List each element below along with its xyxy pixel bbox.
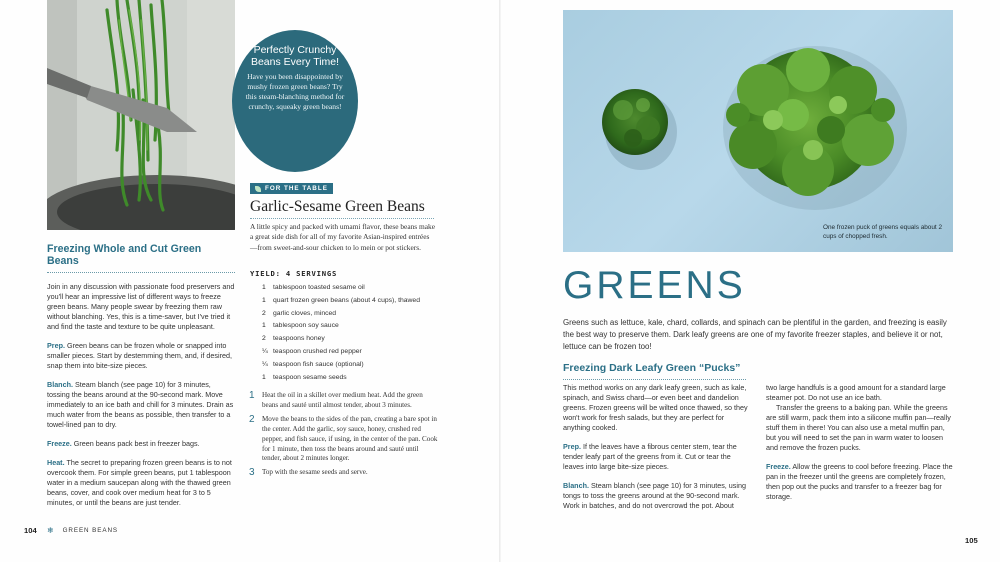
page-number-right: 105 <box>965 536 978 545</box>
tag-label: FOR THE TABLE <box>265 185 328 192</box>
recipe-step <box>249 391 439 411</box>
recipe-title: Garlic-Sesame Green Beans <box>250 198 425 215</box>
greens-pucks-illustration <box>563 10 953 252</box>
callout-body: Have you been disappointed by mushy frozen green beans? Try this steam-blanching method for crunchy, squeaky green beans! <box>245 72 345 111</box>
paragraph <box>47 439 235 449</box>
recipe-divider <box>250 218 434 219</box>
paragraph-text: This method works on any dark leafy green, such as kale, spinach, and Swiss chard—or even beet and dandelion greens. Frozen greens will be wilted once thawed, so they won't work for fresh salads, but they are perfect for anything cooked. <box>563 383 748 432</box>
recipe-steps <box>249 391 439 478</box>
ingredient-item: teaspoon crushed red pepper <box>273 347 362 355</box>
ingredient-qty: 1 <box>262 284 266 291</box>
frozen-greens-photo <box>563 10 953 252</box>
ingredient <box>262 308 442 321</box>
paragraph <box>766 462 954 502</box>
paragraph-text: Join in any discussion with passionate food preservers and you'll hear an impressive list of different ways to freeze green beans. Many people swear by freezing them raw without blanching. Yes, this is a time-saver, but I've tried it and find the taste and texture to be quite unpleasant. <box>47 282 235 331</box>
ingredient-list <box>262 282 442 384</box>
paragraph-lead: Prep. <box>47 341 65 350</box>
paragraph-text: The secret to preparing frozen green beans is to not overcook them. For simple green beans, put 1 tablespoon water in a medium saucepan along with the thawed green beans, cover, and cook over medium heat for 3 to 5 minutes, or until the beans are just tender. <box>47 458 232 507</box>
step-text: Heat the oil in a skillet over medium heat. Add the green beans and sauté until almost tender, about 3 minutes. <box>262 391 423 409</box>
page-gutter <box>499 0 501 562</box>
paragraph-lead: Heat. <box>47 458 65 467</box>
leaf-icon <box>255 186 261 192</box>
paragraph-text: Steam blanch (see page 10) for 3 minutes, using tongs to toss the greens around at the 90-second mark. Work in batches, and do not overcrowd the pot. About <box>563 481 746 510</box>
right-column-1 <box>563 383 751 511</box>
ingredient <box>262 346 442 359</box>
running-head <box>47 526 118 535</box>
paragraph-text: Green beans can be frozen whole or snapped into smaller pieces. Start by destemming them, and, if desired, snap them into bite-size pieces. <box>47 341 232 370</box>
step-number: 3 <box>249 467 255 479</box>
ingredient-item: teaspoons honey <box>273 335 325 343</box>
paragraph-text: Steam blanch (see page 10) for 3 minutes, tossing the beans around at the 90-second mark. Move immediately to an ice bath and chill for 3 minutes. Drain as much water from the beans as possible, then transfer to a towel-lined pan to dry. <box>47 380 234 429</box>
chapter-title: GREENS <box>563 264 746 307</box>
paragraph <box>563 383 751 433</box>
photo-caption: One frozen puck of greens equals about 2 cups of chopped fresh. <box>823 224 943 240</box>
ingredient-qty: 2 <box>262 335 266 343</box>
right-column-2 <box>766 383 954 502</box>
ingredient-qty: ¼ <box>262 360 268 368</box>
paragraph <box>563 481 751 511</box>
ingredient-qty: ¼ <box>262 347 268 355</box>
section-heading-greens-pucks: Freezing Dark Leafy Green “Pucks” <box>563 362 746 380</box>
step-number: 1 <box>249 390 255 401</box>
recipe-step <box>249 468 439 478</box>
green-beans-photo <box>47 0 235 230</box>
ingredient <box>262 295 442 308</box>
paragraph <box>563 442 751 472</box>
ingredient-item: quart frozen green beans (about 4 cups), thawed <box>273 296 420 304</box>
ingredient-item: teaspoon fish sauce (optional) <box>273 360 364 368</box>
frozen-puck <box>602 89 668 155</box>
paragraph: Transfer the greens to a baking pan. While the greens are still warm, pack them into a silicone muffin pan—really stuff them in there! You can also use a metal muffin pan, but you will need to set the pan in warm water to loosen and remove the frozen pucks. <box>766 403 951 452</box>
paragraph-text: Allow the greens to cool before freezing. Place the pan in the freezer until the greens are completely frozen, then pop out the pucks and transfer to a freezer bag for storage. <box>766 462 953 501</box>
ingredient-item: garlic cloves, minced <box>273 309 337 317</box>
recipe-intro: A little spicy and packed with umami flavor, these beans make a great side dish for all of my favorite Asian-inspired entrées—from sweet-and-sour chicken to lo mein or pot stickers. <box>250 222 436 252</box>
running-head-label: GREEN BEANS <box>62 527 118 534</box>
ingredient-item: teaspoon sesame seeds <box>273 373 347 381</box>
recipe-step <box>249 415 439 465</box>
paragraph: two large handfuls is a good amount for a standard large steamer pot. Do not use an ice bath. <box>766 383 946 402</box>
ingredient <box>262 359 442 372</box>
paragraph <box>47 380 235 430</box>
ingredient-qty: 1 <box>262 296 266 304</box>
paragraph <box>47 458 235 508</box>
for-the-table-tag <box>250 183 333 194</box>
snowflake-icon: ❄ <box>47 526 55 535</box>
chapter-intro: Greens such as lettuce, kale, chard, collards, and spinach can be plentiful in the garden, and freezing is easily the best way to preserve them. Dark leafy greens are one of my favorite freezer staples, and believe it or not, lettuce can be frozen too! <box>563 318 947 351</box>
crunchy-beans-callout <box>232 30 358 172</box>
paragraph <box>47 282 235 332</box>
section-heading-green-beans: Freezing Whole and Cut Green Beans <box>47 243 235 273</box>
paragraph-lead: Blanch. <box>563 481 589 490</box>
paragraph-lead: Freeze. <box>47 439 72 448</box>
ingredient <box>262 372 442 385</box>
left-column <box>47 243 235 508</box>
step-text: Top with the sesame seeds and serve. <box>262 468 368 477</box>
paragraph-text: Green beans pack best in freezer bags. <box>73 439 200 448</box>
ingredient <box>262 320 442 333</box>
ingredient-qty: 1 <box>262 373 266 381</box>
green-beans-illustration <box>47 0 235 230</box>
ingredient-item: tablespoon toasted sesame oil <box>273 284 365 291</box>
step-number: 2 <box>249 413 255 425</box>
paragraph-lead: Prep. <box>563 442 581 451</box>
ingredient-qty: 1 <box>262 322 266 330</box>
ingredient <box>262 282 442 295</box>
paragraph-lead: Blanch. <box>47 380 73 389</box>
paragraph-text: If the leaves have a fibrous center stem, tear the tender leafy part of the greens from it. Cut or tear the leaves into large bite-size pieces. <box>563 442 737 471</box>
page-number-left: 104 <box>24 526 37 535</box>
recipe-yield: YIELD: 4 SERVINGS <box>250 269 338 278</box>
paragraph-lead: Freeze. <box>766 462 791 471</box>
ingredient <box>262 333 442 346</box>
ingredient-item: tablespoon soy sauce <box>273 322 339 330</box>
step-text: Move the beans to the sides of the pan, creating a bare spot in the center. Add the garlic, soy sauce, honey, crushed red pepper, and fish sauce, if using, in the center of the pan. Cook for 1 minute, then toss the beans around and sauté until tender, about 2 minutes longer. <box>262 414 438 463</box>
ingredient-qty: 2 <box>262 309 266 317</box>
callout-title: Perfectly Crunchy Beans Every Time! <box>250 44 340 68</box>
paragraph <box>47 341 235 371</box>
